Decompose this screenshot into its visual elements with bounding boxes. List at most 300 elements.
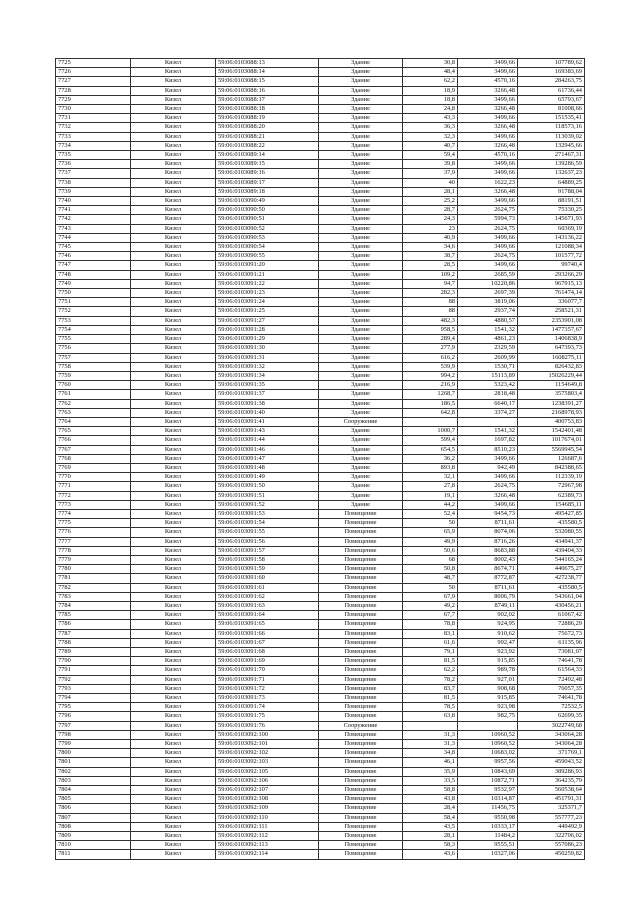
table-row — [56, 675, 585, 684]
table-row — [56, 721, 585, 730]
city-cell: Кизел — [131, 114, 216, 123]
cadastral-number-cell: 59:06:0103089:16 — [216, 169, 319, 178]
rate-cell: 2697,39 — [458, 289, 518, 298]
city-cell: Кизел — [131, 813, 216, 822]
rate-cell: 3499,66 — [458, 95, 518, 104]
object-type-cell: Здание — [319, 123, 403, 132]
area-cell: 19,1 — [403, 491, 458, 500]
cadastral-value-cell: 112339,19 — [518, 473, 585, 482]
object-type-cell: Помещение — [319, 601, 403, 610]
row-number-cell: 7754 — [56, 325, 131, 334]
object-type-cell: Помещение — [319, 519, 403, 528]
cadastral-value-cell: 1608275,11 — [518, 353, 585, 362]
cadastral-number-cell: 59:06:0103091:55 — [216, 528, 319, 537]
city-cell: Кизел — [131, 427, 216, 436]
object-type-cell: Помещение — [319, 740, 403, 749]
object-type-cell: Здание — [319, 68, 403, 77]
cadastral-value-cell: 761474,14 — [518, 289, 585, 298]
city-cell: Кизел — [131, 289, 216, 298]
area-cell: 88 — [403, 307, 458, 316]
city-cell: Кизел — [131, 463, 216, 472]
object-type-cell: Здание — [319, 59, 403, 68]
table-row — [56, 160, 585, 169]
cadastral-number-cell: 59:06:0103090:50 — [216, 206, 319, 215]
row-number-cell: 7762 — [56, 399, 131, 408]
cadastral-value-cell: 293266,29 — [518, 270, 585, 279]
city-cell: Кизел — [131, 68, 216, 77]
row-number-cell: 7810 — [56, 841, 131, 850]
row-number-cell: 7765 — [56, 427, 131, 436]
area-cell: 31,3 — [403, 730, 458, 739]
object-type-cell: Здание — [319, 399, 403, 408]
area-cell: 216,9 — [403, 381, 458, 390]
cadastral-number-cell: 59:06:0103090:55 — [216, 252, 319, 261]
cadastral-value-cell: 400753,83 — [518, 417, 585, 426]
area-cell: 24,8 — [403, 105, 458, 114]
row-number-cell: 7737 — [56, 169, 131, 178]
area-cell: 78,8 — [403, 620, 458, 629]
row-number-cell: 7746 — [56, 252, 131, 261]
table-row — [56, 703, 585, 712]
rate-cell: 3499,66 — [458, 169, 518, 178]
rate-cell — [458, 417, 518, 426]
cadastral-value-cell: 121088,34 — [518, 243, 585, 252]
object-type-cell: Здание — [319, 95, 403, 104]
row-number-cell: 7759 — [56, 371, 131, 380]
object-type-cell: Помещение — [319, 850, 403, 859]
rate-cell: 910,62 — [458, 629, 518, 638]
table-row — [56, 546, 585, 555]
table-row — [56, 629, 585, 638]
rate-cell: 4861,23 — [458, 335, 518, 344]
city-cell: Кизел — [131, 482, 216, 491]
table-row — [56, 776, 585, 785]
rate-cell: 902,02 — [458, 611, 518, 620]
rate-cell: 3266,48 — [458, 123, 518, 132]
table-row — [56, 795, 585, 804]
city-cell: Кизел — [131, 316, 216, 325]
city-cell: Кизел — [131, 105, 216, 114]
cadastral-number-cell: 59:06:0103091:34 — [216, 371, 319, 380]
row-number-cell: 7801 — [56, 758, 131, 767]
city-cell: Кизел — [131, 252, 216, 261]
rate-cell: 3499,66 — [458, 114, 518, 123]
object-type-cell: Здание — [319, 252, 403, 261]
object-type-cell: Здание — [319, 279, 403, 288]
area-cell: 32,1 — [403, 473, 458, 482]
area-cell: 186,5 — [403, 399, 458, 408]
cadastral-value-cell: 647393,73 — [518, 344, 585, 353]
area-cell: 893,8 — [403, 463, 458, 472]
object-type-cell: Помещение — [319, 574, 403, 583]
row-number-cell: 7792 — [56, 675, 131, 684]
cadastral-value-cell: 154685,11 — [518, 500, 585, 509]
area-cell: 79,1 — [403, 648, 458, 657]
city-cell: Кизел — [131, 740, 216, 749]
row-number-cell: 7768 — [56, 454, 131, 463]
cadastral-number-cell: 59:06:0103090:49 — [216, 197, 319, 206]
area-cell: 68 — [403, 555, 458, 564]
cadastral-number-cell: 59:06:0103092:103 — [216, 758, 319, 767]
cadastral-number-cell: 59:06:0103091:60 — [216, 574, 319, 583]
row-number-cell: 7793 — [56, 684, 131, 693]
area-cell: 50 — [403, 519, 458, 528]
row-number-cell: 7726 — [56, 68, 131, 77]
cadastral-value-cell: 439404,33 — [518, 546, 585, 555]
rate-cell: 2685,59 — [458, 270, 518, 279]
cadastral-value-cell: 15026229,44 — [518, 371, 585, 380]
row-number-cell: 7790 — [56, 657, 131, 666]
city-cell: Кизел — [131, 243, 216, 252]
area-cell: 654,5 — [403, 445, 458, 454]
cadastral-value-cell: 64889,25 — [518, 178, 585, 187]
cadastral-number-cell: 59:06:0103091:72 — [216, 684, 319, 693]
object-type-cell: Здание — [319, 463, 403, 472]
row-number-cell: 7789 — [56, 648, 131, 657]
city-cell: Кизел — [131, 795, 216, 804]
rate-cell: 10314,87 — [458, 795, 518, 804]
area-cell: 1268,7 — [403, 390, 458, 399]
city-cell: Кизел — [131, 694, 216, 703]
cadastral-value-cell: 143136,22 — [518, 233, 585, 242]
rate-cell: 3499,66 — [458, 197, 518, 206]
area-cell: 62,2 — [403, 666, 458, 675]
cadastral-number-cell: 59:06:0103091:25 — [216, 307, 319, 316]
table-row — [56, 132, 585, 141]
cadastral-value-cell: 1542401,48 — [518, 427, 585, 436]
area-cell: 34,6 — [403, 243, 458, 252]
cadastral-value-cell: 75672,73 — [518, 629, 585, 638]
cadastral-value-cell: 532080,55 — [518, 528, 585, 537]
area-cell: 83,7 — [403, 684, 458, 693]
rate-cell: 4880,57 — [458, 316, 518, 325]
cadastral-number-cell: 59:06:0103091:64 — [216, 611, 319, 620]
rate-cell: 1622,23 — [458, 178, 518, 187]
cadastral-number-cell: 59:06:0103091:29 — [216, 335, 319, 344]
city-cell: Кизел — [131, 767, 216, 776]
city-cell: Кизел — [131, 786, 216, 795]
city-cell: Кизел — [131, 261, 216, 270]
area-cell: 24,3 — [403, 215, 458, 224]
city-cell: Кизел — [131, 187, 216, 196]
row-number-cell: 7740 — [56, 197, 131, 206]
rate-cell: 3499,66 — [458, 68, 518, 77]
area-cell: 482,3 — [403, 316, 458, 325]
city-cell: Кизел — [131, 362, 216, 371]
area-cell: 599,4 — [403, 436, 458, 445]
cadastral-number-cell: 59:06:0103091:22 — [216, 279, 319, 288]
table-row — [56, 59, 585, 68]
object-type-cell: Здание — [319, 454, 403, 463]
table-row — [56, 77, 585, 86]
table-row — [56, 408, 585, 417]
area-cell: 28,7 — [403, 206, 458, 215]
object-type-cell: Помещение — [319, 786, 403, 795]
area-cell: 36,2 — [403, 454, 458, 463]
object-type-cell: Здание — [319, 261, 403, 270]
object-type-cell: Здание — [319, 197, 403, 206]
object-type-cell: Здание — [319, 215, 403, 224]
cadastral-value-cell: 434941,37 — [518, 537, 585, 546]
cadastral-number-cell: 59:06:0103089:14 — [216, 151, 319, 160]
cadastral-value-cell: 151535,41 — [518, 114, 585, 123]
cadastral-number-cell: 59:06:0103090:51 — [216, 215, 319, 224]
rate-cell: 3374,27 — [458, 408, 518, 417]
table-row — [56, 197, 585, 206]
row-number-cell: 7783 — [56, 592, 131, 601]
cadastral-value-cell: 967915,13 — [518, 279, 585, 288]
cadastral-value-cell: 107789,62 — [518, 59, 585, 68]
cadastral-value-cell: 72532,5 — [518, 703, 585, 712]
city-cell: Кизел — [131, 491, 216, 500]
cadastral-number-cell: 59:06:0103091:71 — [216, 675, 319, 684]
table-row — [56, 804, 585, 813]
cadastral-value-cell: 132637,23 — [518, 169, 585, 178]
cadastral-number-cell: 59:06:0103090:54 — [216, 243, 319, 252]
cadastral-number-cell: 59:06:0103091:43 — [216, 427, 319, 436]
table-row — [56, 786, 585, 795]
cadastral-number-cell: 59:06:0103089:15 — [216, 160, 319, 169]
cadastral-number-cell: 59:06:0103091:75 — [216, 712, 319, 721]
cadastral-number-cell: 59:06:0103091:37 — [216, 390, 319, 399]
object-type-cell: Здание — [319, 371, 403, 380]
row-number-cell: 7778 — [56, 546, 131, 555]
object-type-cell: Помещение — [319, 546, 403, 555]
cadastral-value-cell: 61564,33 — [518, 666, 585, 675]
city-cell: Кизел — [131, 638, 216, 647]
area-cell: 78,5 — [403, 703, 458, 712]
object-type-cell: Помещение — [319, 776, 403, 785]
city-cell: Кизел — [131, 832, 216, 841]
row-number-cell: 7807 — [56, 813, 131, 822]
object-type-cell: Здание — [319, 169, 403, 178]
row-number-cell: 7788 — [56, 638, 131, 647]
cadastral-number-cell: 59:06:0103091:38 — [216, 399, 319, 408]
area-cell: 67,7 — [403, 611, 458, 620]
row-number-cell: 7732 — [56, 123, 131, 132]
rate-cell: 2624,75 — [458, 224, 518, 233]
area-cell: 28,5 — [403, 261, 458, 270]
cadastral-number-cell: 59:06:0103088:13 — [216, 59, 319, 68]
row-number-cell: 7804 — [56, 786, 131, 795]
table-row — [56, 390, 585, 399]
row-number-cell: 7734 — [56, 141, 131, 150]
table-row — [56, 611, 585, 620]
cadastral-number-cell: 59:06:0103091:63 — [216, 601, 319, 610]
table-row — [56, 417, 585, 426]
table-row — [56, 123, 585, 132]
table-row — [56, 850, 585, 859]
city-cell: Кизел — [131, 325, 216, 334]
row-number-cell: 7795 — [56, 703, 131, 712]
object-type-cell: Помещение — [319, 666, 403, 675]
cadastral-value-cell: 450259,82 — [518, 850, 585, 859]
table-row — [56, 463, 585, 472]
row-number-cell: 7745 — [56, 243, 131, 252]
row-number-cell: 7729 — [56, 95, 131, 104]
city-cell: Кизел — [131, 123, 216, 132]
area-cell: 46,1 — [403, 758, 458, 767]
cadastral-number-cell: 59:06:0103088:20 — [216, 123, 319, 132]
row-number-cell: 7781 — [56, 574, 131, 583]
cadastral-value-cell: 1154649,8 — [518, 381, 585, 390]
city-cell: Кизел — [131, 151, 216, 160]
object-type-cell: Помещение — [319, 537, 403, 546]
rate-cell: 11484,2 — [458, 832, 518, 841]
rate-cell: 3266,48 — [458, 86, 518, 95]
cadastral-value-cell: 325371,7 — [518, 804, 585, 813]
rate-cell: 3499,66 — [458, 59, 518, 68]
table-row — [56, 381, 585, 390]
rate-cell: 8510,23 — [458, 445, 518, 454]
cadastral-value-cell: 60369,19 — [518, 224, 585, 233]
rate-cell: 3266,48 — [458, 491, 518, 500]
table-body — [56, 59, 585, 860]
cadastral-value-cell: 842388,65 — [518, 463, 585, 472]
cadastral-number-cell: 59:06:0103091:73 — [216, 694, 319, 703]
city-cell: Кизел — [131, 519, 216, 528]
cadastral-number-cell: 59:06:0103091:53 — [216, 509, 319, 518]
area-cell: 65,9 — [403, 528, 458, 537]
object-type-cell: Здание — [319, 381, 403, 390]
table-row — [56, 353, 585, 362]
cadastral-number-cell: 59:06:0103092:109 — [216, 804, 319, 813]
area-cell: 33,5 — [403, 776, 458, 785]
area-cell: 67,9 — [403, 592, 458, 601]
table-row — [56, 436, 585, 445]
rate-cell: 3499,66 — [458, 243, 518, 252]
area-cell: 62,2 — [403, 77, 458, 86]
object-type-cell: Здание — [319, 408, 403, 417]
table-row — [56, 169, 585, 178]
cadastral-value-cell: 459043,52 — [518, 758, 585, 767]
rate-cell: 10220,86 — [458, 279, 518, 288]
cadastral-number-cell: 59:06:0103091:30 — [216, 344, 319, 353]
city-cell: Кизел — [131, 546, 216, 555]
table-row — [56, 767, 585, 776]
city-cell: Кизел — [131, 629, 216, 638]
area-cell: 28,4 — [403, 804, 458, 813]
cadastral-number-cell: 59:06:0103091:40 — [216, 408, 319, 417]
cadastral-value-cell: 343064,28 — [518, 730, 585, 739]
rate-cell: 989,78 — [458, 666, 518, 675]
rate-cell: 3499,66 — [458, 500, 518, 509]
cadastral-value-cell: 126687,6 — [518, 454, 585, 463]
table-row — [56, 454, 585, 463]
table-row — [56, 316, 585, 325]
object-type-cell: Здание — [319, 473, 403, 482]
object-type-cell: Помещение — [319, 592, 403, 601]
row-number-cell: 7750 — [56, 289, 131, 298]
row-number-cell: 7787 — [56, 629, 131, 638]
city-cell: Кизел — [131, 197, 216, 206]
table-row — [56, 509, 585, 518]
rate-cell: 4570,16 — [458, 77, 518, 86]
row-number-cell: 7775 — [56, 519, 131, 528]
city-cell: Кизел — [131, 804, 216, 813]
area-cell: 40 — [403, 178, 458, 187]
table-row — [56, 482, 585, 491]
row-number-cell: 7727 — [56, 77, 131, 86]
row-number-cell: 7730 — [56, 105, 131, 114]
cadastral-value-cell: 62389,73 — [518, 491, 585, 500]
object-type-cell: Здание — [319, 206, 403, 215]
city-cell: Кизел — [131, 59, 216, 68]
area-cell: 1000,7 — [403, 427, 458, 436]
rate-cell: 8683,88 — [458, 546, 518, 555]
rate-cell: 2624,75 — [458, 206, 518, 215]
row-number-cell: 7786 — [56, 620, 131, 629]
cadastral-number-cell: 59:06:0103088:18 — [216, 105, 319, 114]
table-row — [56, 105, 585, 114]
row-number-cell: 7780 — [56, 565, 131, 574]
cadastral-number-cell: 59:06:0103088:22 — [216, 141, 319, 150]
city-cell: Кизел — [131, 611, 216, 620]
cadastral-value-cell: 99740,4 — [518, 261, 585, 270]
table-row — [56, 491, 585, 500]
cadastral-value-cell: 2168978,93 — [518, 408, 585, 417]
cadastral-number-cell: 59:06:0103089:17 — [216, 178, 319, 187]
cadastral-value-cell: 72492,48 — [518, 675, 585, 684]
table-row — [56, 473, 585, 482]
rate-cell: 10327,06 — [458, 850, 518, 859]
area-cell: 37,9 — [403, 169, 458, 178]
cadastral-number-cell: 59:06:0103090:53 — [216, 233, 319, 242]
object-type-cell: Здание — [319, 353, 403, 362]
rate-cell: 3499,66 — [458, 160, 518, 169]
cadastral-number-cell: 59:06:0103092:105 — [216, 767, 319, 776]
city-cell: Кизел — [131, 77, 216, 86]
cadastral-value-cell: 495427,85 — [518, 509, 585, 518]
table-row — [56, 592, 585, 601]
table-row — [56, 712, 585, 721]
object-type-cell: Помещение — [319, 767, 403, 776]
table-row — [56, 427, 585, 436]
rate-cell — [458, 721, 518, 730]
row-number-cell: 7784 — [56, 601, 131, 610]
object-type-cell: Здание — [319, 86, 403, 95]
table-row — [56, 519, 585, 528]
cadastral-value-cell: 76057,35 — [518, 684, 585, 693]
area-cell: 40,7 — [403, 141, 458, 150]
cadastral-number-cell: 59:06:0103092:113 — [216, 841, 319, 850]
object-type-cell: Здание — [319, 105, 403, 114]
table-row — [56, 261, 585, 270]
table-row — [56, 233, 585, 242]
cadastral-number-cell: 59:06:0103091:41 — [216, 417, 319, 426]
cadastral-number-cell: 59:06:0103092:102 — [216, 749, 319, 758]
rate-cell: 9550,98 — [458, 813, 518, 822]
city-cell: Кизел — [131, 712, 216, 721]
area-cell: 78,2 — [403, 675, 458, 684]
row-number-cell: 7764 — [56, 417, 131, 426]
rate-cell: 3266,48 — [458, 187, 518, 196]
row-number-cell: 7741 — [56, 206, 131, 215]
object-type-cell: Помещение — [319, 620, 403, 629]
cadastral-number-cell: 59:06:0103092:107 — [216, 786, 319, 795]
table-row — [56, 325, 585, 334]
city-cell: Кизел — [131, 132, 216, 141]
city-cell: Кизел — [131, 344, 216, 353]
city-cell: Кизел — [131, 758, 216, 767]
object-type-cell: Здание — [319, 427, 403, 436]
object-type-cell: Здание — [319, 270, 403, 279]
row-number-cell: 7806 — [56, 804, 131, 813]
rate-cell: 3499,66 — [458, 454, 518, 463]
cadastral-number-cell: 59:06:0103091:23 — [216, 289, 319, 298]
table-row — [56, 657, 585, 666]
cadastral-value-cell: 65793,67 — [518, 95, 585, 104]
